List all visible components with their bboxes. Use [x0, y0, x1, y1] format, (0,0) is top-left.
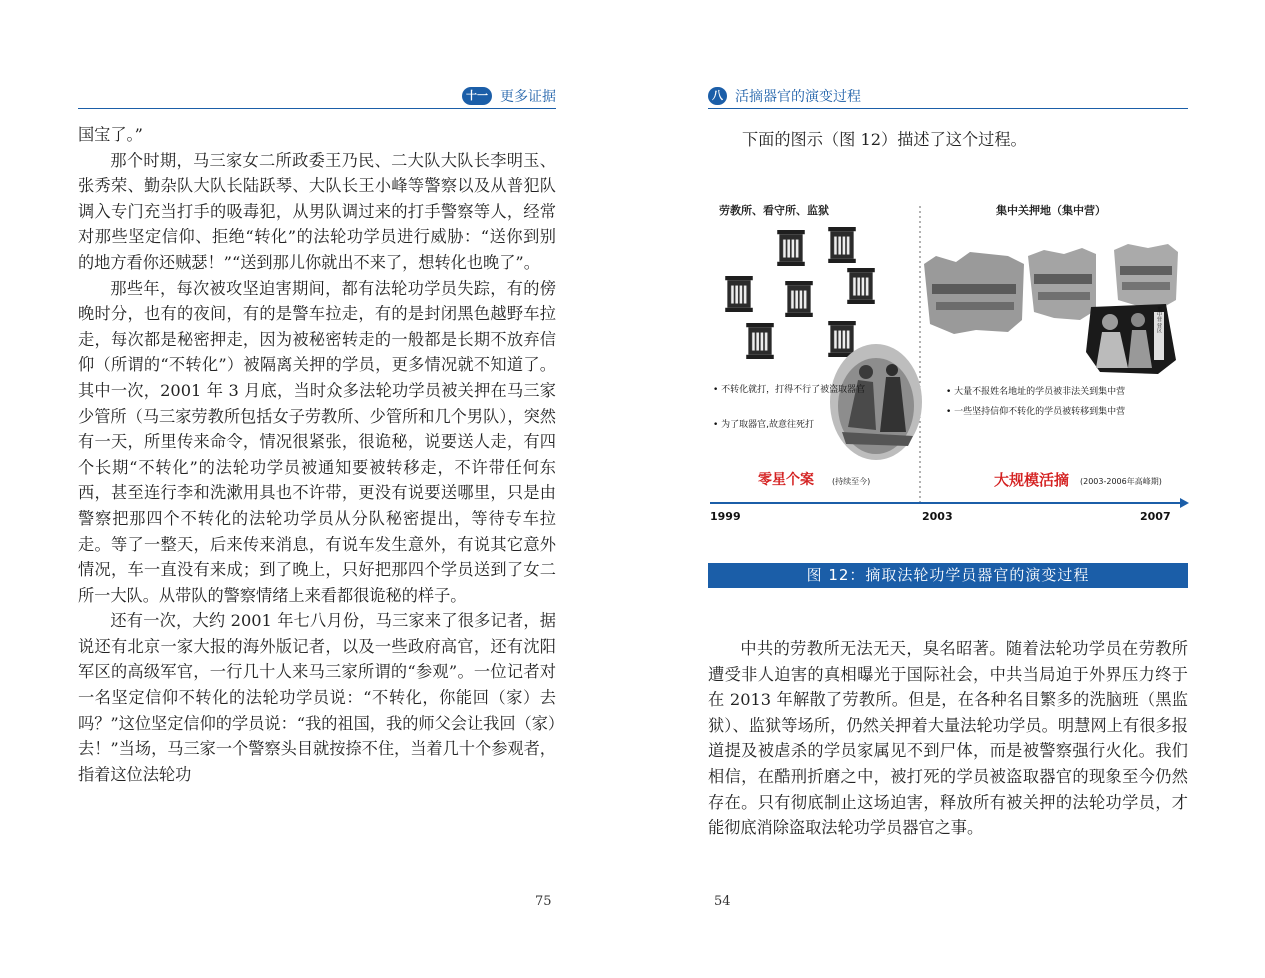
section-title: 更多证据	[500, 89, 556, 105]
paragraph: 那些年，每次被攻坚迫害期间，都有法轮功学员失踪，有的傍晚时分，也有的夜间，有的是警车拉走，有的是封闭黑色越野车拉走，每次都是秘密押走，因为被秘密转走的一般都是长期不放弃信仰（所谓的“不转化”）被隔离关押的学员，更多情况就不知道了。其中一次，2001 年 3 月底，当时众多法轮功学员被关押在马三家少管所（马三家劳教所包括女子劳教所、少管所和几个男队），突然有一天，所里传来命令，情况很紧张，很诡秘，说要送人走，有四个长期“不转化”的法轮功学员被通知要被转移走，不许带任何东西，甚至连行李和洗漱用具也不许带，更没有说要送哪里，只是由警察把那四个不转化的法轮功学员从分队秘密提出，等待专车拉走。等了一整天，后来传来消息，有说车发生意外，有说其它意外情况，车一直没有来成；到了晚上，只好把那四个学员送到了女二所一大队。从带队的警察情绪上来看都很诡秘的样子。	[78, 278, 556, 605]
paragraph: 中共的劳教所无法无天，臭名昭著。随着法轮功学员在劳教所遭受非人迫害的真相曝光于国际社会，中共当局迫于外界压力终于在 2013 年解散了劳教所。但是，在各种名目繁多的洗脑班（黑监狱）、监狱等场所，仍然关押着大量法轮功学员。明慧网上有很多报道提及被虐杀的学员家属见不到尸体，而是被警察强行火化。我们相信，在酷刑折磨之中，被打死的学员被盗取器官的现象至今仍然存在。只有彻底制止这场迫害，释放所有被关押的法轮功学员，才能彻底消除盗取法轮功学员器官之事。	[708, 639, 1188, 838]
phase-right-note: (2003-2006年高峰期)	[1080, 477, 1162, 486]
page-number: 54	[714, 894, 731, 909]
year-label: 2007	[1140, 510, 1171, 523]
figure-intro-text: 下面的图示（图 12）描述了这个过程。	[742, 130, 1027, 149]
page-number: 75	[535, 894, 552, 909]
right-bullet-1: • 大量不报姓名地址的学员被非法关到集中营	[946, 387, 1126, 397]
left-body-text	[78, 122, 556, 787]
section-heading	[708, 86, 861, 106]
left-page-header	[78, 84, 556, 109]
timeline-arrow	[1180, 498, 1189, 508]
paragraph: 那个时期，马三家女二所政委王乃民、二大队大队长李明玉、张秀荣、勤杂队大队长陆跃琴、大队长王小峰等警察以及从普犯队调入专门充当打手的吸毒犯，从男队调过来的打手警察等人，经常对那些坚定信仰、拒绝“转化”的法轮功学员进行威胁：“送你到别的地方看你还贼瑟！”“送到那儿你就出不来了，想转化也晚了”。	[78, 150, 556, 272]
right-body-text	[708, 636, 1188, 841]
figure-left-heading: 劳教所、看守所、监狱	[719, 204, 829, 217]
phase-right-title: 大规模活摘	[994, 471, 1070, 489]
left-page	[0, 0, 632, 978]
section-number-badge: 八	[708, 87, 727, 105]
year-label: 1999	[710, 510, 741, 523]
right-page	[632, 0, 1265, 978]
camp-sign-photo	[1086, 304, 1176, 374]
year-label: 2003	[922, 510, 953, 523]
victim-illustration	[830, 344, 922, 460]
figure-caption: 图 12：摘取法轮功学员器官的演变过程	[708, 563, 1188, 588]
figure-right-heading: 集中关押地（集中营）	[996, 204, 1106, 217]
phase-left-title: 零星个案	[758, 472, 814, 488]
right-page-header	[708, 84, 1188, 109]
phase-left-note: (持续至今)	[832, 477, 871, 486]
paragraph: 国宝了。”	[78, 125, 143, 144]
sign-text: 集中营 营区	[1156, 306, 1162, 334]
left-bullet-1: • 不转化就打，打得不行了被盗取器官	[713, 385, 866, 395]
section-heading	[462, 86, 556, 106]
prison-cell-icon	[725, 227, 875, 359]
left-bullet-2: • 为了取器官,故意往死打	[713, 420, 815, 430]
section-number-badge: 十一	[462, 87, 492, 105]
section-title: 活摘器官的演变过程	[735, 89, 861, 105]
organ-harvesting-timeline-figure	[708, 192, 1190, 532]
right-bullet-2: • 一些坚持信仰不转化的学员被转移到集中营	[946, 407, 1126, 417]
paragraph: 还有一次，大约 2001 年七八月份，马三家来了很多记者，据说还有北京一家大报的海外版记者，以及一些政府高官，还有沈阳军区的高级军官，一行几十人来马三家所谓的“参观”。一位记者对一名坚定信仰不转化的法轮功学员说：“不转化，你能回（家）去吗？”这位坚定信仰的学员说：“我的祖国，我的师父会让我回（家）去！”当场，马三家一个警察头目就按捺不住，当着几十个参观者，指着这位法轮功	[78, 611, 556, 784]
